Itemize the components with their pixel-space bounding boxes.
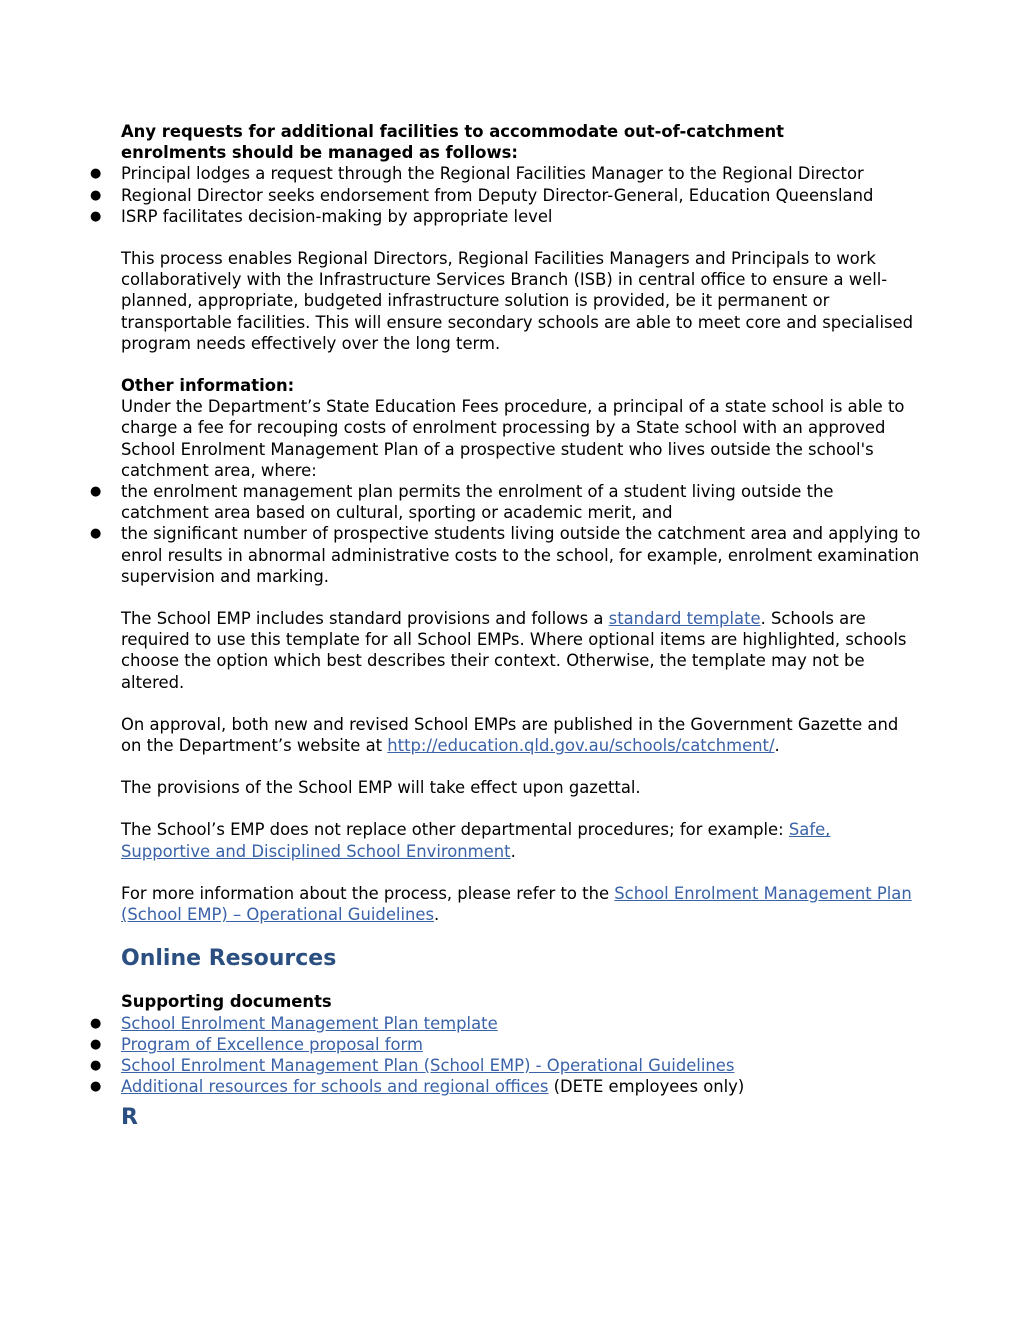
- facilities-request-heading: [121, 121, 921, 163]
- operational-guidelines-link[interactable]: School Enrolment Management Plan (School EMP) – Operational Guidelines: [121, 883, 912, 925]
- list-item: [90, 1034, 921, 1055]
- list-item-text: Regional Director seeks endorsement from Deputy Director-General, Education Queensland: [121, 185, 874, 205]
- list-item: [90, 481, 921, 523]
- text-span: On approval, both new and revised School EMPs are published in the Government Gazette and on the Department’s website at: [121, 714, 899, 756]
- list-item: [90, 163, 921, 184]
- text-span: .: [774, 736, 780, 756]
- bullet-icon: ●: [90, 1057, 102, 1073]
- list-item-text: ISRP facilitates decision-making by appropriate level: [121, 206, 553, 226]
- catchment-website-link[interactable]: http://education.qld.gov.au/schools/catchment/: [387, 736, 775, 756]
- gazettal-paragraph: The provisions of the School EMP will take effect upon gazettal.: [121, 778, 641, 798]
- bullet-icon: ●: [90, 187, 102, 203]
- excellence-proposal-link[interactable]: Program of Excellence proposal form: [121, 1034, 423, 1054]
- text-span: .: [510, 841, 516, 861]
- text-span: For more information about the process, please refer to the: [121, 883, 615, 903]
- list-item: [90, 1013, 921, 1034]
- template-paragraph: [121, 608, 921, 693]
- bullet-icon: ●: [90, 1036, 102, 1052]
- standard-template-link[interactable]: standard template: [608, 609, 761, 629]
- supporting-documents-heading: Supporting documents: [121, 992, 332, 1012]
- bullet-icon: ●: [90, 1015, 102, 1031]
- document-body: [90, 121, 921, 1133]
- online-resources-heading: Online Resources: [121, 946, 337, 972]
- emp-template-link[interactable]: School Enrolment Management Plan template: [121, 1013, 498, 1033]
- fees-paragraph: Under the Department’s State Education Fees procedure, a principal of a state school is able to charge a fee for recouping costs of enrolment processing by a State school with an approved School Enrolment Management Plan of a prospective student who lives outside the school's catchment area, where:: [121, 397, 905, 480]
- emp-guidelines-link[interactable]: School Enrolment Management Plan (School EMP) - Operational Guidelines: [121, 1055, 735, 1075]
- list-item: [90, 1076, 921, 1097]
- additional-resources-link[interactable]: Additional resources for schools and regional offices: [121, 1077, 549, 1097]
- safe-supportive-link[interactable]: Safe, Supportive and Disciplined School Environment: [121, 820, 831, 861]
- more-info-paragraph: [121, 883, 921, 925]
- bullet-icon: ●: [90, 208, 102, 224]
- list-item: [90, 206, 921, 227]
- text-span: The School’s EMP does not replace other departmental procedures; for example:: [121, 820, 789, 840]
- supporting-documents-list: [90, 1013, 921, 1098]
- text-span: .: [434, 905, 440, 925]
- heading-line-2: enrolments should be managed as follows:: [121, 143, 518, 163]
- fee-conditions-list: [90, 481, 921, 587]
- list-item-text: the significant number of prospective students living outside the catchment area and applying to enrol results in abnormal administrative costs to the school, for example, enrolment examination supervision and marking.: [121, 524, 921, 586]
- employees-only-note: (DETE employees only): [548, 1077, 745, 1097]
- list-item: [90, 185, 921, 206]
- bullet-icon: ●: [90, 484, 102, 500]
- text-span: . Schools are required to use this template for all School EMPs. Where optional items are highlighted, schools choose the option which best describes their context. Otherwise, the template may not be altered.: [121, 609, 907, 692]
- list-item-text: the enrolment management plan permits the enrolment of a student living outside the catchment area based on cultural, sporting or academic merit, and: [121, 482, 834, 523]
- list-item: [90, 1055, 921, 1076]
- other-info-heading: Other information:: [121, 376, 295, 396]
- list-item: [90, 523, 921, 587]
- approval-paragraph: [121, 714, 921, 756]
- truncated-heading: R: [121, 1105, 138, 1131]
- procedures-paragraph: [121, 819, 921, 861]
- request-steps-list: [90, 163, 921, 227]
- heading-line-1: Any requests for additional facilities to accommodate out-of-catchment: [121, 122, 784, 141]
- text-span: The School EMP includes standard provisions and follows a: [121, 609, 609, 629]
- bullet-icon: ●: [90, 1079, 102, 1095]
- bullet-icon: ●: [90, 166, 102, 182]
- list-item-text: Principal lodges a request through the Regional Facilities Manager to the Regional Director: [121, 164, 864, 184]
- process-paragraph: This process enables Regional Directors, Regional Facilities Managers and Principals to work collaboratively with the Infrastructure Services Branch (ISB) in central office to ensure a well-planned, appropriate, budgeted infrastructure solution is provided, be it permanent or transportable facilities. This will ensure secondary schools are able to meet core and specialised program needs effectively over the long term.: [121, 249, 914, 353]
- bullet-icon: ●: [90, 526, 102, 542]
